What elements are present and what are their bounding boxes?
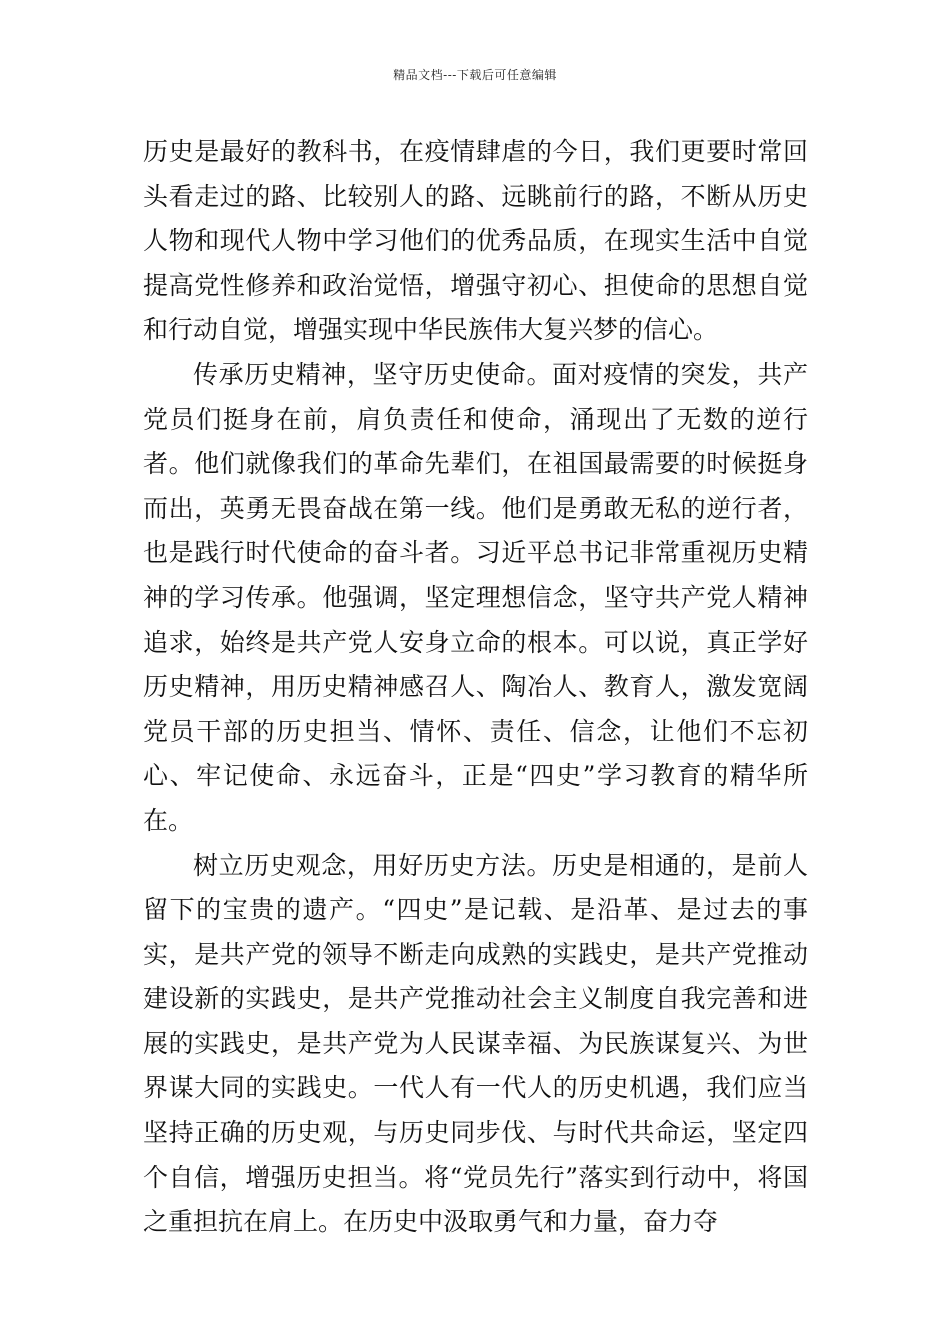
paragraph-1: 历史是最好的教科书，在疫情肆虐的今日，我们更要时常回头看走过的路、比较别人的路、远眺前行的路，不断从历史人物和现代人物中学习他们的优秀品质，在现实生活中自觉提高党性修养和政治觉悟，增强守初心、担使命的思想自觉和行动自觉，增强实现中华民族伟大复兴梦的信心。	[143, 137, 808, 345]
document-body	[143, 130, 808, 1245]
paragraph-2: 传承历史精神，坚守历史使命。面对疫情的突发，共产党员们挺身在前，肩负责任和使命，涌现出了无数的逆行者。他们就像我们的革命先辈们，在祖国最需要的时候挺身而出，英勇无畏奋战在第一线。他们是勇敢无私的逆行者，也是践行时代使命的奋斗者。习近平总书记非常重视历史精神的学习传承。他强调，坚定理想信念，坚守共产党人精神追求，始终是共产党人安身立命的根本。可以说，真正学好历史精神，用历史精神感召人、陶冶人、教育人，激发宽阔党员干部的历史担当、情怀、责任、信念，让他们不忘初心、牢记使命、永远奋斗，正是“四史”学习教育的精华所在。	[143, 359, 808, 835]
paragraph-3: 树立历史观念，用好历史方法。历史是相通的，是前人留下的宝贵的遗产。“四史”是记载、是沿革、是过去的事实，是共产党的领导不断走向成熟的实践史，是共产党推动建设新的实践史，是共产党推动社会主义制度自我完善和进展的实践史，是共产党为人民谋幸福、为民族谋复兴、为世界谋大同的实践史。一代人有一代人的历史机遇，我们应当坚持正确的历史观，与历史同步伐、与时代共命运，坚定四个自信，增强历史担当。将“党员先行”落实到行动中，将国之重担抗在肩上。在历史中汲取勇气和力量，奋力夺	[143, 850, 808, 1237]
page-header: 精品文档---下载后可任意编辑	[393, 68, 557, 82]
